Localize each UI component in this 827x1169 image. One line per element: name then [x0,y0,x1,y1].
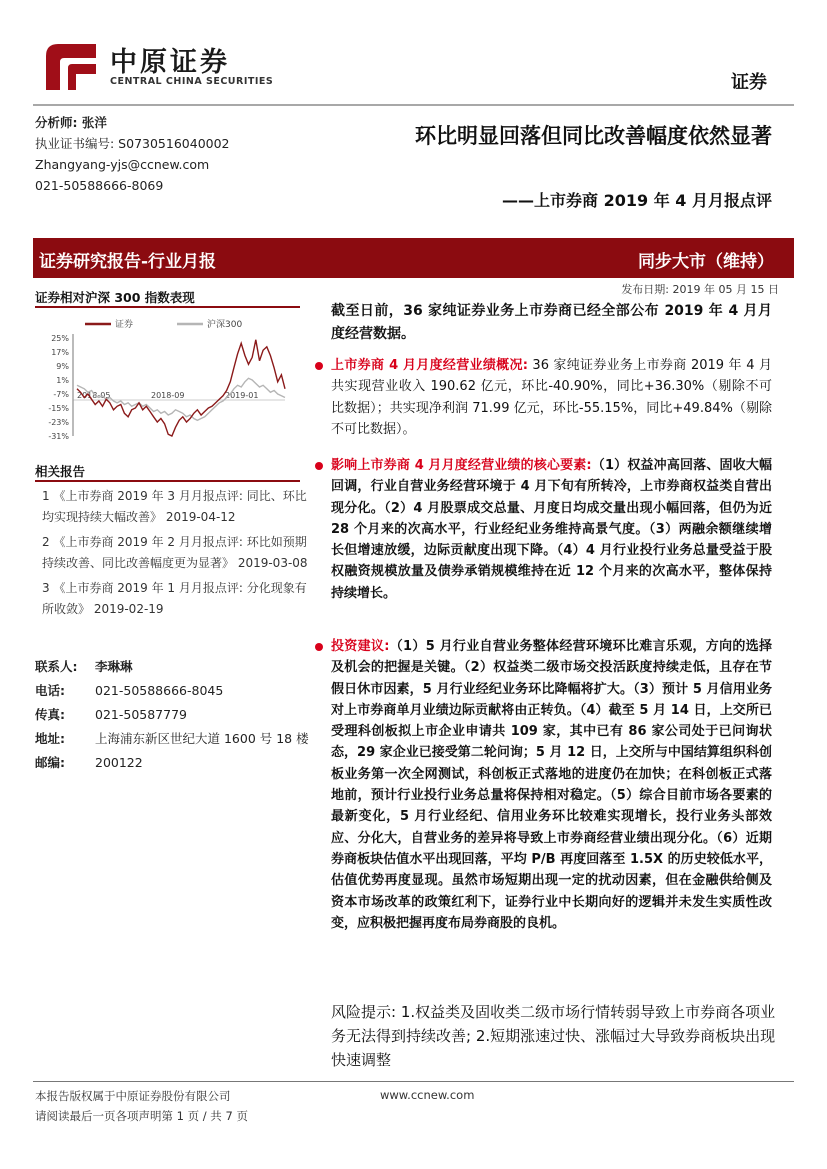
contact-tel-row [35,680,223,701]
bullet-core-factors [331,455,772,604]
tel-label: 电话: [35,683,65,698]
contact-zip-row [35,752,143,773]
bullet-investment-advice [331,636,772,934]
fax-label: 传真: [35,707,65,722]
related-report-item[interactable]: 3 《上市券商 2019 年 1 月月报点评: 分化现象有所收敛》 2019-02-19 [42,581,307,616]
y-tick-label: 17% [51,348,69,357]
footer-copyright: 本报告版权属于中原证券股份有限公司 [35,1089,231,1103]
contact-fax-row [35,704,187,725]
y-tick-label: 9% [56,362,69,371]
bullet-dot-icon [315,643,323,651]
bullet-heading: 投资建议: [331,639,390,654]
report-title: 环比明显回落但同比改善幅度依然显著 [415,123,772,148]
y-tick-label: -31% [48,432,69,441]
related-report-item[interactable]: 1 《上市券商 2019 年 3 月月报点评: 同比、环比均实现持续大幅改善》 2019-04-12 [42,489,307,524]
company-logo-icon [40,36,102,94]
address-value: 上海浦东新区世纪大道 1600 号 18 楼 [95,731,309,746]
bullet-text: （1）5 月行业自营业务整体经营环境环比难言乐观，方向的选择及机会的把握是关键。（2）权益类二级市场交投活跃度持续走低，且存在节假日休市因素，5 月行业经纪业务环比降幅将扩大。（3）预计 5 月信用业务对上市券商单月业绩边际贡献将由正转负。（4）截至 5 月 14 日，上交所已受理科创板拟上市企业申请共 109 家，其中已有 86 家公司处于已问询状态，29 家企业已接受第二轮问询；5 月 12 日，上交所与中国结算组织科创板业务第一次全网测试，科创板正式落地的进度仍在加快；在科创板正式落地前，预计行业投行业务总量将保持相对稳定。（5）综合目前市场各要素的最新变化，5 月行业经纪、信用业务环比较难实现增长，投行业务头部效应、分化大，自营业务的差异将导致上市券商经营业绩出现分化。（6）近期券商板块估值水平出现回落，平均 P/B 再度回落至 1.5X 的历史较低水平，估值优势再度显现。虽然市场短期出现一定的扰动因素，但在金融供给侧及资本市场改革的政策红利下，证券行业中长期向好的逻辑并未发生实质性改变，应积极把握再度布局券商股的良机。 [331,639,772,931]
legend-label: 证券 [115,320,134,330]
x-tick-label: 2018-05 [77,391,111,400]
y-tick-label: 25% [51,334,69,343]
risk-warning: 风险提示: 1.权益类及固收类二级市场行情转弱导致上市券商各项业务无法得到持续改善; 2.短期涨速过快、涨幅过大导致券商板块出现快速调整 [331,1003,776,1069]
report-type: 证券研究报告-行业月报 [39,252,217,272]
relative-performance-chart [35,310,305,445]
zip-value: 200122 [95,755,143,770]
contact-label: 联系人: [35,659,78,674]
bullet-dot-icon [315,362,323,370]
footer-divider [33,1081,794,1082]
contact-person-row [35,656,133,677]
y-tick-label: -15% [48,404,69,413]
contact-person: 李琳琳 [95,659,133,674]
logo-english-text: CENTRAL CHINA SECURITIES [110,76,274,87]
rating: 同步大市（维持） [638,252,774,272]
legend-label: 沪深300 [207,320,243,330]
x-tick-label: 2018-09 [151,391,185,400]
bullet-heading: 上市券商 4 月月度经营业绩概况: [331,358,528,373]
contact-address-row [35,728,309,749]
report-subtitle: ——上市券商 2019 年 4 月月报点评 [502,191,772,210]
intro-paragraph: 截至日前，36 家纯证券业务上市券商已经全部公布 2019 年 4 月月度经营数据。 [331,303,772,342]
related-section-title: 相关报告 [35,464,86,479]
bullet-heading: 影响上市券商 4 月月度经营业绩的核心要素: [331,458,592,473]
analyst-cert: 执业证书编号: S0730516040002 [35,136,230,151]
section-divider [35,306,300,308]
header-divider [33,104,794,106]
publish-date: 发布日期: 2019 年 05 月 15 日 [621,283,779,296]
chart-section-title: 证券相对沪深 300 指数表现 [35,290,195,305]
analyst-phone: 021-50588666-8069 [35,178,164,193]
fax-value: 021-50587779 [95,707,187,722]
related-report-item[interactable]: 2 《上市券商 2019 年 2 月月报点评: 环比如预期持续改善、同比改善幅度更为显著》 2019-03-08 [42,535,308,570]
y-tick-label: 1% [56,376,69,385]
related-reports-list [42,486,317,620]
bullet-dot-icon [315,462,323,470]
footer-url[interactable]: www.ccnew.com [380,1088,475,1102]
report-type-band [33,238,794,278]
x-tick-label: 2019-01 [225,391,259,400]
logo-chinese-text: 中原证券 [110,47,230,78]
footer-page-info: 请阅读最后一页各项声明第 1 页 / 共 7 页 [35,1109,248,1123]
address-label: 地址: [35,731,65,746]
zip-label: 邮编: [35,755,65,770]
section-divider [35,480,300,482]
tel-value: 021-50588666-8045 [95,683,224,698]
bullet-text: 36 家纯证券业务上市券商 2019 年 4 月共实现营业收入 190.62 亿元，环比-40.90%，同比+36.30%（剔除不可比数据）；共实现净利润 71.99 亿元，环比-55.15%，同比+49.84%（剔除不可比数据）。 [331,358,772,437]
y-tick-label: -23% [48,418,69,427]
analyst-email: Zhangyang-yjs@ccnew.com [35,157,210,172]
y-tick-label: -7% [53,390,69,399]
bullet-revenue-overview [331,355,772,440]
sector-label: 证券 [731,72,767,93]
analyst-name: 分析师: 张洋 [35,115,107,130]
series-line [77,340,285,436]
bullet-text: （1）权益冲高回落、固收大幅回调，行业自营业务经营环境于 4 月下旬有所转冷，上市券商权益类自营出现分化。（2）4 月股票成交总量、月度日均成交量出现小幅回落，但仍为近 28 个月来的次高水平，行业经纪业务维持高景气度。（3）两融余额继续增长但增速放缓，边际贡献度出现下降。（4）4 月行业投行业务总量受益于股权融资规模放量及债券承销规模维持在近 12 个月来的次高水平，整体保持持续增长。 [331,458,772,601]
